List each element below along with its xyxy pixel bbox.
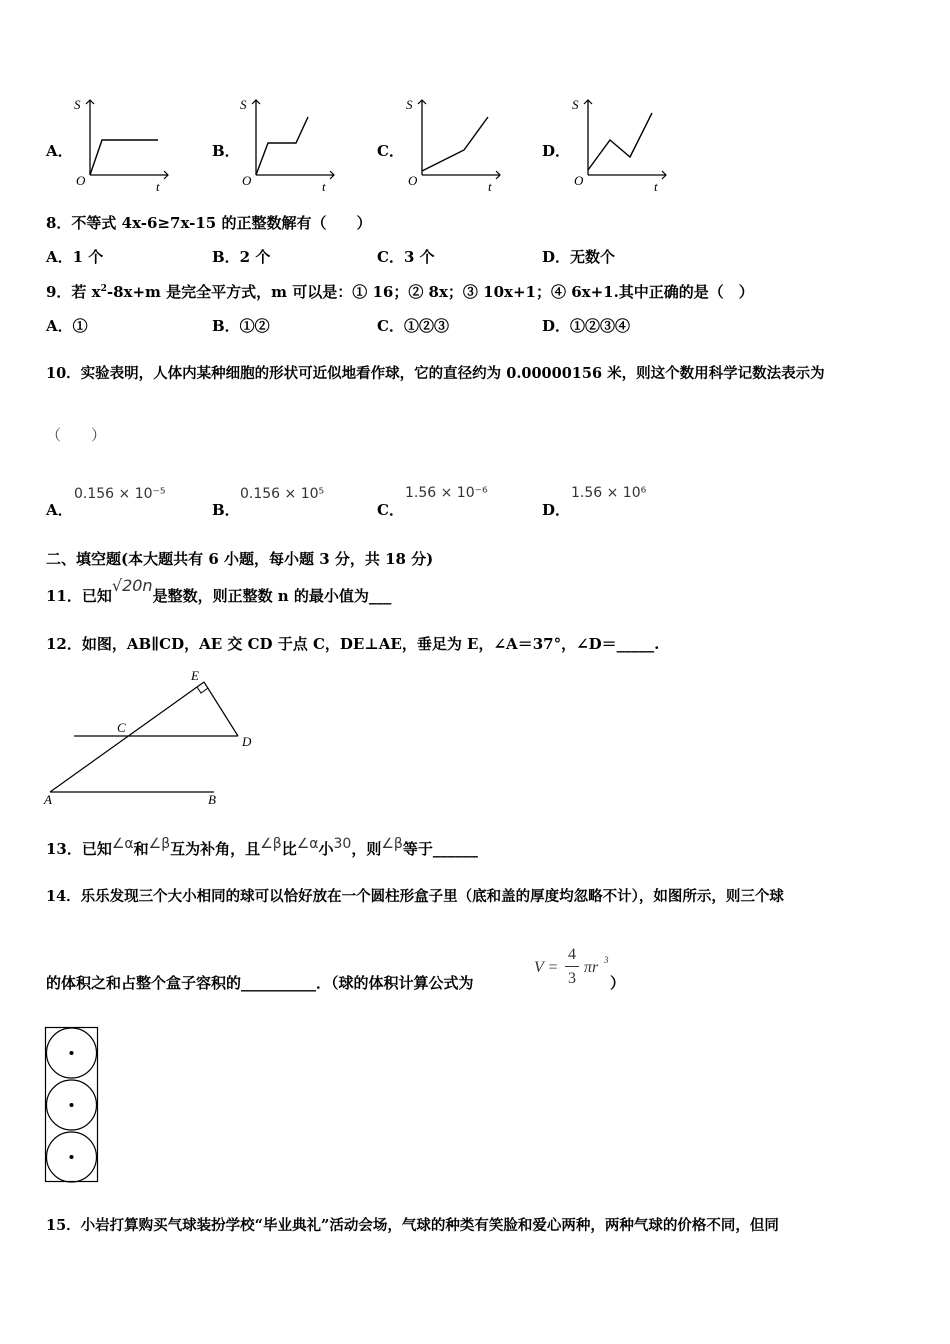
svg-text:S: S: [572, 97, 579, 112]
line-ae: [50, 682, 204, 792]
q8-option-c: C．3 个: [377, 248, 435, 266]
q7-option-c-label: C．: [377, 142, 404, 160]
q10-option-b-value: 0.156 × 10⁵: [240, 486, 325, 502]
question-12-text: 12．如图，AB∥CD，AE 交 CD 于点 C，DE⊥AE，垂足为 E，∠A＝37°，∠D＝_____.: [46, 635, 660, 653]
origin-label: O: [76, 173, 86, 188]
question-15-text: 15．小岩打算购买气球装扮学校“毕业典礼”活动会场，气球的种类有笑脸和爱心两种，两种气球的价格不同，但同: [46, 1217, 779, 1234]
sqrt-20n: √20n: [111, 576, 153, 595]
q10-option-b-label: B．: [212, 501, 240, 519]
q10-option-d-label: D．: [542, 501, 571, 519]
question-14-line1: 14．乐乐发现三个大小相同的球可以恰好放在一个圆柱形盒子里（底和盖的厚度均忽略不计），如图所示，则三个球: [46, 888, 784, 905]
q7-graph-d: [568, 95, 673, 195]
q10-option-c-label: C．: [377, 501, 404, 519]
q8-option-a: A．1 个: [46, 248, 104, 266]
q10-option-a-value: 0.156 × 10⁻⁵: [74, 486, 166, 502]
svg-text:O: O: [574, 173, 584, 188]
q7-option-a-label: A．: [46, 142, 73, 160]
q7-option-b-label: B．: [212, 142, 240, 160]
question-9-text: 9．若 $x^2-8x+m$ 是完全平方式，m 可以是：① 16；② 8x；③ 10x+1；④ 6x+1.其中正确的是（ ）: [46, 283, 754, 301]
axis-s-label: S: [74, 97, 81, 112]
q7-graph-c: [402, 95, 507, 195]
svg-text:t: t: [488, 179, 492, 194]
question-14-line2: 的体积之和占整个盒子容积的__________．（球的体积计算公式为: [46, 974, 474, 992]
q10-option-d-value: 1.56 × 10⁶: [571, 485, 647, 501]
point-a-label: A: [44, 792, 52, 807]
svg-text:S: S: [240, 97, 247, 112]
q10-option-c-value: 1.56 × 10⁻⁶: [405, 485, 488, 501]
svg-text:O: O: [242, 173, 252, 188]
q9-option-c: C．①②③: [377, 317, 449, 335]
q12-figure: [40, 662, 270, 812]
question-13-text: 13．已知∠α和∠β互为补角，且∠β比∠α小30，则∠β等于______: [46, 836, 478, 858]
graph-line: [256, 117, 308, 175]
q10-option-a-label: A．: [46, 501, 73, 519]
point-d-label: D: [242, 734, 252, 749]
svg-text:t: t: [654, 179, 658, 194]
point-b-label: B: [208, 792, 216, 807]
svg-text:S: S: [406, 97, 413, 112]
svg-text:O: O: [408, 173, 418, 188]
line-ed: [204, 682, 238, 736]
graph-line: [422, 117, 488, 171]
axis-t-label: t: [156, 179, 160, 194]
q14-cylinder-figure: [44, 1026, 102, 1186]
question-8-text: 8．不等式 4x-6≥7x-15 的正整数解有（ ）: [46, 214, 372, 232]
question-11-text: 11．已知√20n是整数，则正整数 n 的最小值为___: [46, 576, 392, 605]
q7-option-d-label: D．: [542, 142, 571, 160]
section-2-heading: 二、填空题(本大题共有 6 小题，每小题 3 分，共 18 分): [46, 550, 434, 568]
q7-graph-b: [236, 95, 341, 195]
question-10-text: 10．实验表明，人体内某种细胞的形状可近似地看作球，它的直径约为 0.00000156 米，则这个数用科学记数法表示为: [46, 365, 825, 382]
q7-graph-a: [70, 95, 175, 195]
graph-line: [90, 140, 158, 175]
point-e-label: E: [191, 668, 199, 683]
question-10-paren: （ ）: [46, 426, 107, 444]
right-angle-mark: [197, 687, 208, 693]
question-14-close: ）: [610, 974, 626, 992]
q9-option-a: A．①: [46, 317, 88, 335]
graph-line: [588, 113, 652, 170]
q9-option-b: B．①②: [212, 317, 270, 335]
q8-option-d: D．无数个: [542, 248, 616, 266]
q9-option-d: D．①②③④: [542, 317, 631, 335]
q8-option-b: B．2 个: [212, 248, 271, 266]
point-c-label: C: [117, 720, 126, 735]
svg-text:t: t: [322, 179, 326, 194]
